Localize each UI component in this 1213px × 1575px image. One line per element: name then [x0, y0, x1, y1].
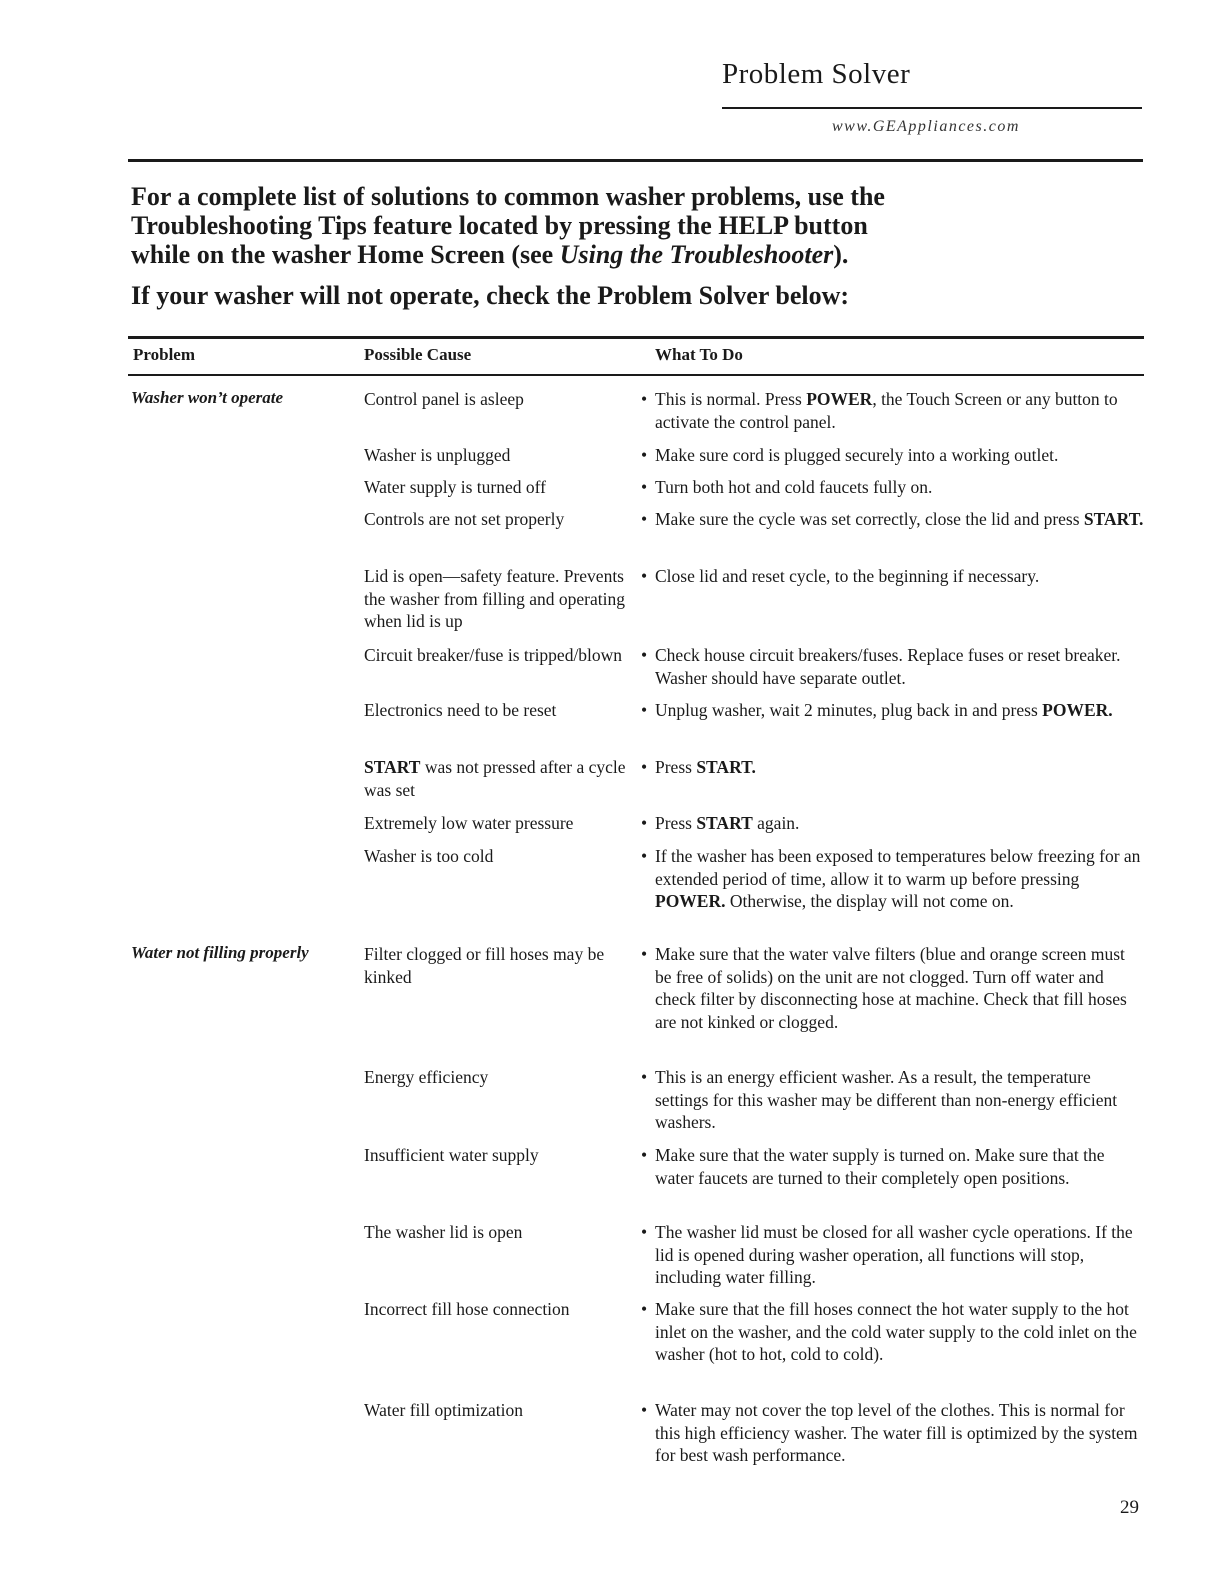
bullet-icon: •: [641, 1067, 648, 1087]
bullet-icon: •: [641, 566, 648, 586]
what-to-do: • Unplug washer, wait 2 minutes, plug back in and press POWER.: [641, 700, 1113, 720]
possible-cause: Circuit breaker/fuse is tripped/blown: [364, 645, 623, 665]
problem-label: Washer won’t operate: [131, 388, 284, 407]
bullet-icon: •: [641, 1400, 648, 1420]
intro-line-3-pre: while on the washer Home Screen (see: [131, 240, 560, 269]
what-to-do: • Make sure that the fill hoses connect the hot water supply to the hot inlet on the washer, and the cold water supply to the cold inlet on the washer (hot to hot, cold to cold).: [641, 1299, 1137, 1364]
column-header-todo: What To Do: [655, 345, 743, 364]
bullet-icon: •: [641, 813, 648, 833]
possible-cause: Control panel is asleep: [364, 389, 524, 409]
possible-cause: The washer lid is open: [364, 1222, 523, 1242]
possible-cause: Washer is too cold: [364, 846, 494, 866]
problem-label: Water not filling properly: [131, 943, 309, 962]
what-to-do: • Check house circuit breakers/fuses. Replace fuses or reset breaker. Washer should have separate outlet.: [641, 645, 1121, 688]
what-to-do: • Water may not cover the top level of the clothes. This is normal for this high efficiency washer. The water fill is optimized by the system for best wash performance.: [641, 1400, 1138, 1465]
what-to-do: • Turn both hot and cold faucets fully on.: [641, 477, 933, 497]
troubleshooter-reference: Using the Troubleshooter: [559, 240, 834, 269]
intro-line-3-post: ).: [833, 240, 849, 269]
header-divider: [722, 107, 1142, 109]
intro-text: [131, 182, 1141, 269]
top-divider: [128, 159, 1143, 162]
bullet-icon: •: [641, 757, 648, 777]
possible-cause: START was not pressed after a cycle was set: [364, 757, 626, 800]
what-to-do: • The washer lid must be closed for all washer cycle operations. If the lid is opened during washer operation, all functions will stop, including water filling.: [641, 1222, 1133, 1287]
what-to-do: • This is normal. Press POWER, the Touch Screen or any button to activate the control panel.: [641, 389, 1118, 432]
what-to-do: • This is an energy efficient washer. As a result, the temperature settings for this washer may be different than non-energy efficient washers.: [641, 1067, 1118, 1132]
website-url: www.GEAppliances.com: [832, 118, 1020, 135]
possible-cause: Electronics need to be reset: [364, 700, 557, 720]
page-number: 29: [1120, 1497, 1139, 1518]
possible-cause: Insufficient water supply: [364, 1145, 539, 1165]
what-to-do: • Press START.: [641, 757, 756, 777]
possible-cause: Incorrect fill hose connection: [364, 1299, 570, 1319]
possible-cause: Lid is open—safety feature. Prevents the washer from filling and operating when lid is up: [364, 566, 625, 631]
bullet-icon: •: [641, 645, 648, 665]
intro-line-2: Troubleshooting Tips feature located by pressing the HELP button: [131, 211, 868, 240]
column-header-cause: Possible Cause: [364, 345, 472, 364]
bullet-icon: •: [641, 700, 648, 720]
table-header-rule: [128, 374, 1144, 376]
possible-cause: Controls are not set properly: [364, 509, 565, 529]
bullet-icon: •: [641, 1299, 648, 1319]
what-to-do: • Close lid and reset cycle, to the beginning if necessary.: [641, 566, 1040, 586]
page-section-title: Problem Solver: [722, 58, 911, 90]
bullet-icon: •: [641, 944, 648, 964]
column-header-problem: Problem: [133, 345, 196, 364]
bullet-icon: •: [641, 1145, 648, 1165]
what-to-do: • Make sure the cycle was set correctly, close the lid and press START.: [641, 509, 1144, 529]
bullet-icon: •: [641, 389, 648, 409]
bullet-icon: •: [641, 1222, 648, 1242]
possible-cause: Washer is unplugged: [364, 445, 511, 465]
possible-cause: Water supply is turned off: [364, 477, 546, 497]
possible-cause: Extremely low water pressure: [364, 813, 574, 833]
bullet-icon: •: [641, 846, 648, 866]
possible-cause: Water fill optimization: [364, 1400, 523, 1420]
what-to-do: • Make sure cord is plugged securely into a working outlet.: [641, 445, 1059, 465]
intro-line-1: For a complete list of solutions to common washer problems, use the: [131, 182, 885, 211]
possible-cause: Energy efficiency: [364, 1067, 489, 1087]
intro-heading: If your washer will not operate, check the Problem Solver below:: [131, 281, 850, 310]
possible-cause: Filter clogged or fill hoses may be kinked: [364, 944, 605, 987]
bullet-icon: •: [641, 477, 648, 497]
intro-line-3: [131, 240, 1141, 269]
table-top-rule: [128, 336, 1144, 339]
what-to-do: • If the washer has been exposed to temperatures below freezing for an extended period of time, allow it to warm up before pressing POWER. Otherwise, the display will not come on.: [641, 846, 1141, 911]
what-to-do: • Make sure that the water valve filters (blue and orange screen must be free of solids) on the unit are not clogged. Turn off water and check filter by disconnecting hose at machine. Check that fill hoses are not kinked or clogged.: [641, 944, 1127, 1032]
bullet-icon: •: [641, 509, 648, 529]
what-to-do: • Press START again.: [641, 813, 800, 833]
what-to-do: • Make sure that the water supply is turned on. Make sure that the water faucets are turned to their completely open positions.: [641, 1145, 1105, 1188]
bullet-icon: •: [641, 445, 648, 465]
